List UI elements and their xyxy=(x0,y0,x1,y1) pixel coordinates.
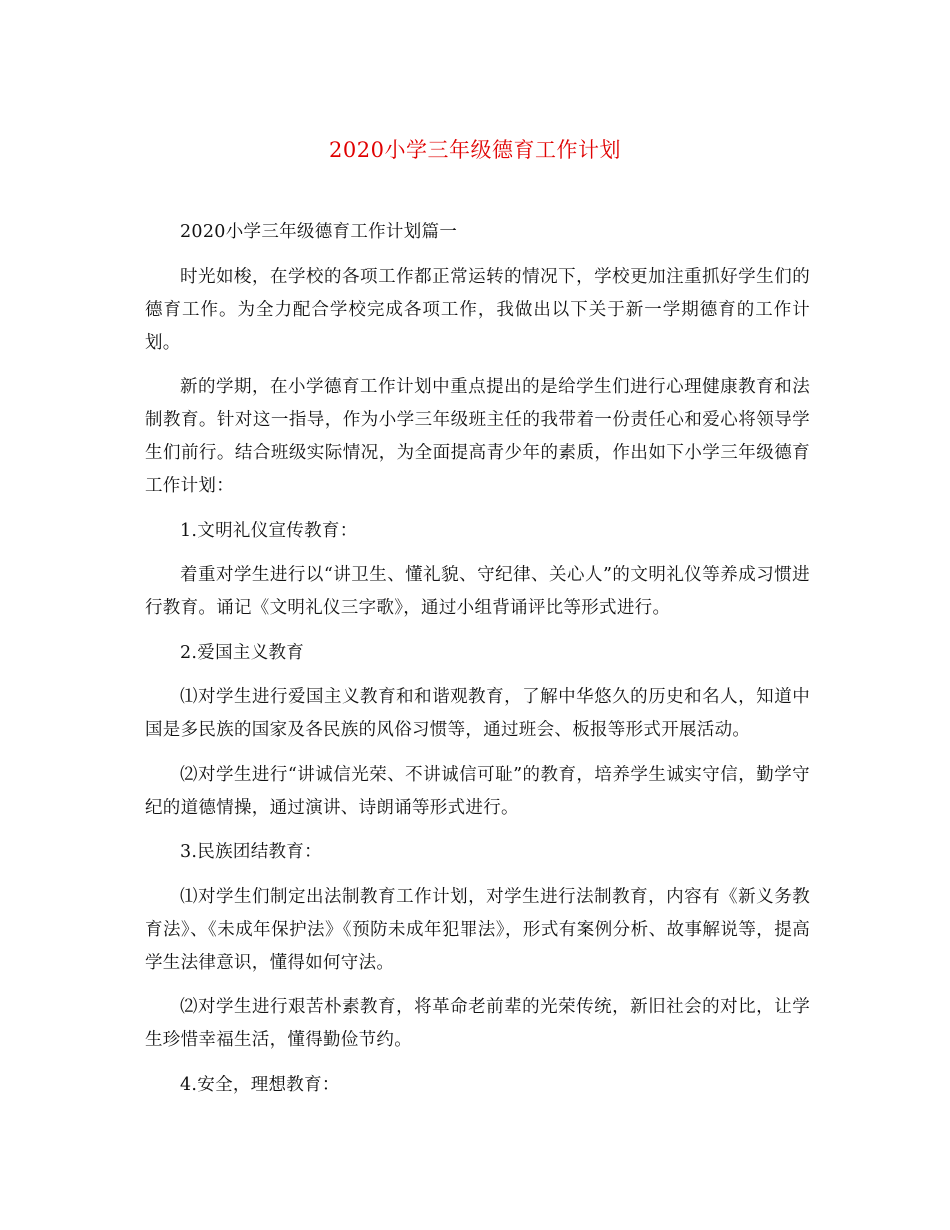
paragraph-intro: 时光如梭，在学校的各项工作都正常运转的情况下，学校更加注重抓好学生们的德育工作。为全力配合学校完成各项工作，我做出以下关于新一学期德育的工作计划。 xyxy=(145,266,810,353)
document-body xyxy=(145,216,810,1113)
section-heading-safety: 4.安全，理想教育： xyxy=(180,1074,340,1095)
section-heading-etiquette: 1.文明礼仪宣传教育： xyxy=(180,520,358,541)
paragraph-etiquette: 着重对学生进行以“讲卫生、懂礼貌、守纪律、关心人”的文明礼仪等养成习惯进行教育。诵记《文明礼仪三字歌》，通过小组背诵评比等形式进行。 xyxy=(145,565,810,618)
document-title: 2020小学三年级德育工作计划 xyxy=(329,138,621,162)
paragraph-heading-part-one: 2020小学三年级德育工作计划篇一 xyxy=(180,222,458,242)
paragraph-unity-1: ⑴对学生们制定出法制教育工作计划，对学生进行法制教育，内容有《新义务教育法》、《未成年保护法》《预防未成年犯罪法》，形式有案例分析、故事解说等，提高学生法律意识，懂得如何守法。 xyxy=(145,886,810,973)
section-heading-patriotism: 2.爱国主义教育 xyxy=(180,642,305,663)
paragraph-unity-2: ⑵对学生进行艰苦朴素教育，将革命老前辈的光荣传统，新旧社会的对比，让学生珍惜幸福生活，懂得勤俭节约。 xyxy=(145,997,810,1050)
section-heading-unity: 3.民族团结教育： xyxy=(180,842,322,862)
paragraph-patriotism-1: ⑴对学生进行爱国主义教育和和谐观教育，了解中华悠久的历史和名人，知道中国是多民族的国家及各民族的风俗习惯等，通过班会、板报等形式开展活动。 xyxy=(145,687,810,740)
paragraph-semester-plan: 新的学期，在小学德育工作计划中重点提出的是给学生们进行心理健康教育和法制教育。针对这一指导，作为小学三年级班主任的我带着一份责任心和爱心将领导学生们前行。结合班级实际情况，为全面提高青少年的素质，作出如下小学三年级德育工作计划： xyxy=(145,377,810,496)
paragraph-patriotism-2: ⑵对学生进行“讲诚信光荣、不讲诚信可耻”的教育，培养学生诚实守信，勤学守纪的道德情操，通过演讲、诗朗诵等形式进行。 xyxy=(145,764,810,818)
